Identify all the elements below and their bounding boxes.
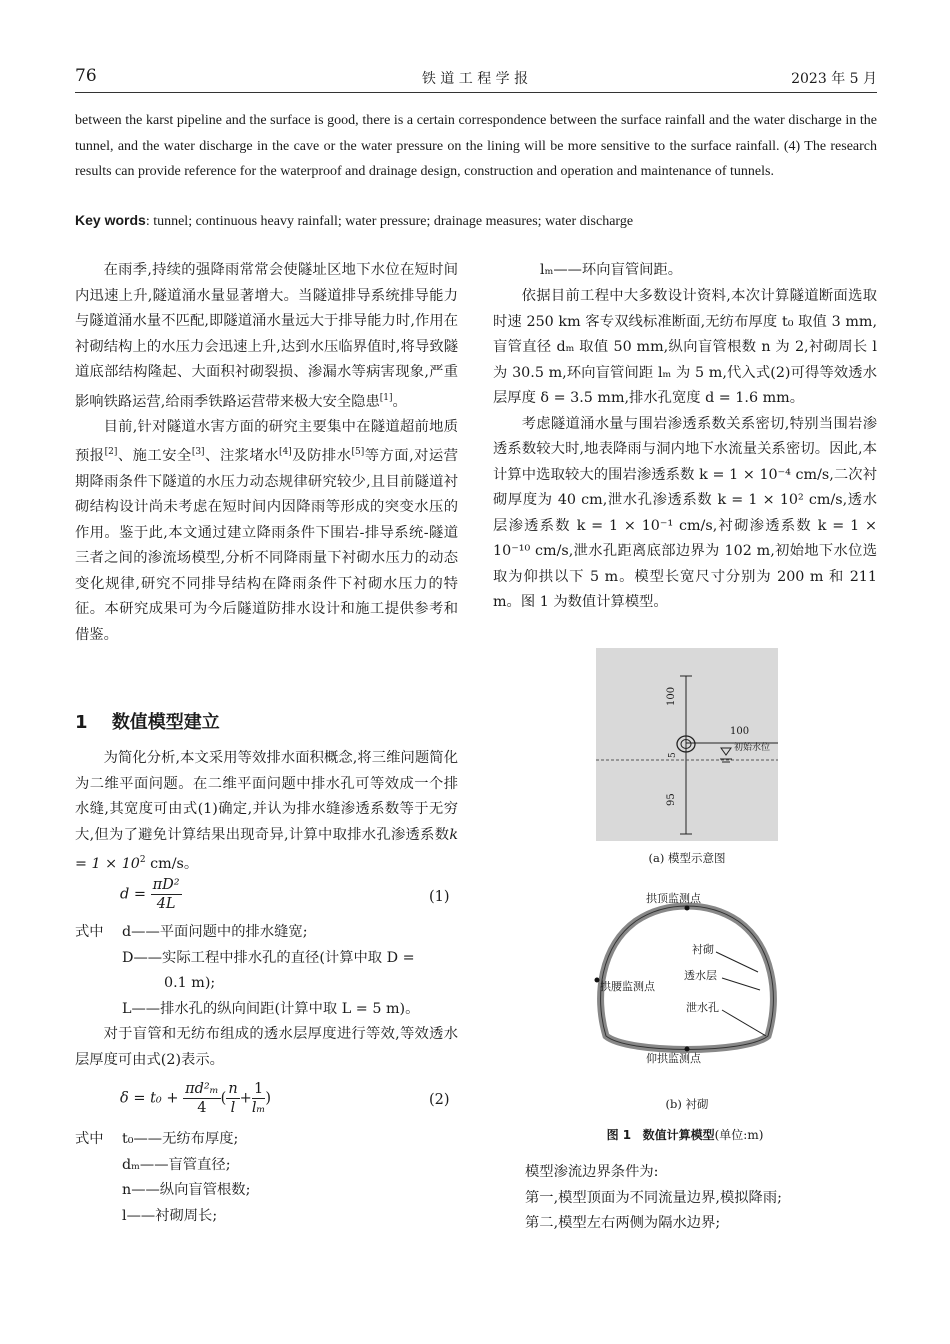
section-heading: [75, 708, 220, 734]
journal-title: 铁 道 工 程 学 报: [421, 71, 529, 87]
permeable-layer-label: 透水层: [684, 969, 717, 982]
model-diagram: [596, 648, 778, 841]
right-column-text: [493, 284, 877, 616]
permeability-paragraph: 考虑隧道涌水量与围岩渗透系数关系密切,特别当围岩渗透系数较大时,地表降雨与洞内地下水流量关系密切。因此,本计算中选取较大的围岩渗透系数 k = 1 × 10⁻⁴ cm/s,二次衬砌厚度为 40 cm,泄水孔渗透系数 k = 1 × 10² cm/s,透水层渗透系数 k = 1 × 10⁻¹ cm/s,衬砌渗透系数 k = 1 × 10⁻¹⁰ cm/s,泄水孔距离底部边界为 102 m,初始地下水位选取为仰拱以下 5 m。模型长宽尺寸分别为 200 m 和 211 m。图 1 为数值计算模型。: [493, 415, 877, 610]
boundary-conditions: [525, 1160, 877, 1237]
keywords-text: : tunnel; continuous heavy rainfall; water pressure; drainage measures; water discharge: [145, 214, 634, 229]
waist-monitoring-label: 拱腰监测点: [600, 980, 655, 993]
dim-label-mid: 5: [668, 752, 678, 758]
water-level-triangle-icon: [721, 748, 731, 755]
equation-1: d = $\frac{\text{πD²}}{4L}$: [120, 877, 180, 912]
permeable-leader: [722, 978, 760, 990]
figure-1b-caption: (b) 衬砌: [665, 1097, 709, 1111]
where-label-1: 式中: [75, 924, 104, 940]
drain-leader: [722, 1010, 766, 1036]
issue-date: 2023 年 5 月: [791, 71, 877, 87]
lining-diagram: [576, 886, 798, 1066]
figure-1a-caption: (a) 模型示意图: [648, 851, 726, 865]
equation-2-number: (2): [429, 1092, 450, 1108]
waist-monitoring-point: [595, 978, 600, 983]
water-level-label: 初始水位: [734, 743, 771, 753]
invert-monitoring-label: 仰拱监测点: [646, 1052, 701, 1065]
crown-monitoring-label: 拱顶监测点: [646, 892, 701, 905]
design-parameters-paragraph: 依据目前工程中大多数设计资料,本次计算隧道断面选取时速 250 km 客专双线标准断面,无纺布厚度 t₀ 取值 3 mm,盲管直径 dₘ 取值 50 mm,纵向盲管根数 n 为 2,衬砌周长 l 为 30.5 m,环向盲管间距 lₘ 为 5 m,代入式(2)可得等效透水层厚度 δ = 3.5 mm,排水孔宽度 d = 1.6 mm。: [493, 288, 877, 406]
intro-paragraph-1: 在雨季,持续的强降雨常常会使隧址区地下水位在短时间内迅速上升,隧道涌水量显著增大。当隧道排导系统排导能力与隧道涌水量不匹配,即隧道涌水量远大于排导能力时,作用在衬砌结构上的水压力会迅速上升,达到水压临界值时,将导致隧道底部结构隆起、大面积衬砌裂损、渗漏水等病害现象,严重影响铁路运营,给雨季铁路运营带来极大安全隐患[1]。: [75, 262, 458, 410]
drain-hole-label: 泄水孔: [686, 1001, 719, 1014]
header-rule: [75, 92, 877, 93]
definitions-eq1: d——平面问题中的排水缝宽; D——实际工程中排水孔的直径(计算中取 D = 0.1 m); L——排水孔的纵向间距(计算中取 L = 5 m)。: [122, 924, 420, 1017]
equation-2: δ = t₀ + $\frac{\text{πd²ₘ}}{4}$ ( $\frac{n}{l}$ + $\frac{1}{\text{lₘ}}$ ): [120, 1081, 272, 1116]
keywords-label: Key words: [75, 212, 146, 228]
method-paragraph: 为简化分析,本文采用等效排水面积概念,将三维问题简化为二维平面问题。在二维平面问题中排水孔可等效成一个排水缝,其宽度可由式(1)确定,并认为排水缝渗透系数等于无穷大,但为了避免计算结果出现奇异,计算中取排水孔渗透系数$k = 1 \times 10^2$ cm/s。: [75, 750, 458, 872]
lining-leader: [716, 952, 758, 972]
bc-intro: 模型渗流边界条件为:: [525, 1164, 659, 1180]
equivalent-layer-paragraph: 对于盲管和无纺布组成的透水层厚度进行等效,等效透水层厚度可由式(2)表示。: [75, 1026, 458, 1068]
left-column: [75, 258, 458, 648]
equation-1-number: (1): [429, 889, 450, 905]
dim-label-right: 100: [730, 726, 750, 737]
keywords: [75, 209, 877, 233]
dim-label-bottom: 95: [666, 793, 677, 806]
abstract-continuation: between the karst pipeline and the surface is good, there is a certain correspondence between the surface rainfall and the water discharge in the tunnel, and the water discharge in the cave or the water pressure on the lining will be more sensitive to the surface rainfall. (4) The research results can provide reference for the waterproof and drainage design, construction and operation and maintenance of tunnels.: [75, 113, 877, 179]
bc-2: 第二,模型左右两侧为隔水边界;: [525, 1215, 721, 1231]
crown-monitoring-point: [685, 906, 690, 911]
definition-lm: lₘ——环向盲管间距。: [540, 262, 683, 278]
section-number: 1: [75, 712, 88, 733]
lining-label: 衬砌: [692, 943, 714, 956]
definitions-eq2: t₀——无纺布厚度; dₘ——盲管直径; n——纵向盲管根数; l——衬砌周长;: [122, 1131, 251, 1224]
intro-paragraph-2: 目前,针对隧道水害方面的研究主要集中在隧道超前地质预报[2]、施工安全[3]、注浆堵水[4]及防排水[5]等方面,对运营期降雨条件下隧道的水压力动态规律研究较少,且目前隧道衬砌结构设计尚未考虑在短时间内因降雨等形成的突变水压的作用。鉴于此,本文通过建立降雨条件下围岩-排导系统-隧道三者之间的渗流场模型,分析不同降雨量下衬砌水压力的动态变化规律,研究不同排导结构在降雨条件下衬砌水压力的特征。本研究成果可为今后隧道防排水设计和施工提供参考和借鉴。: [75, 418, 459, 643]
bc-1: 第一,模型顶面为不同流量边界,模拟降雨;: [525, 1189, 782, 1206]
where-label-2: 式中: [75, 1131, 104, 1147]
section-title: 数值模型建立: [111, 712, 220, 733]
dim-label-top: 100: [666, 686, 677, 706]
figure-1-caption: 图 1 数值计算模型(单位:m): [606, 1128, 764, 1142]
page-number: 76: [75, 66, 97, 86]
